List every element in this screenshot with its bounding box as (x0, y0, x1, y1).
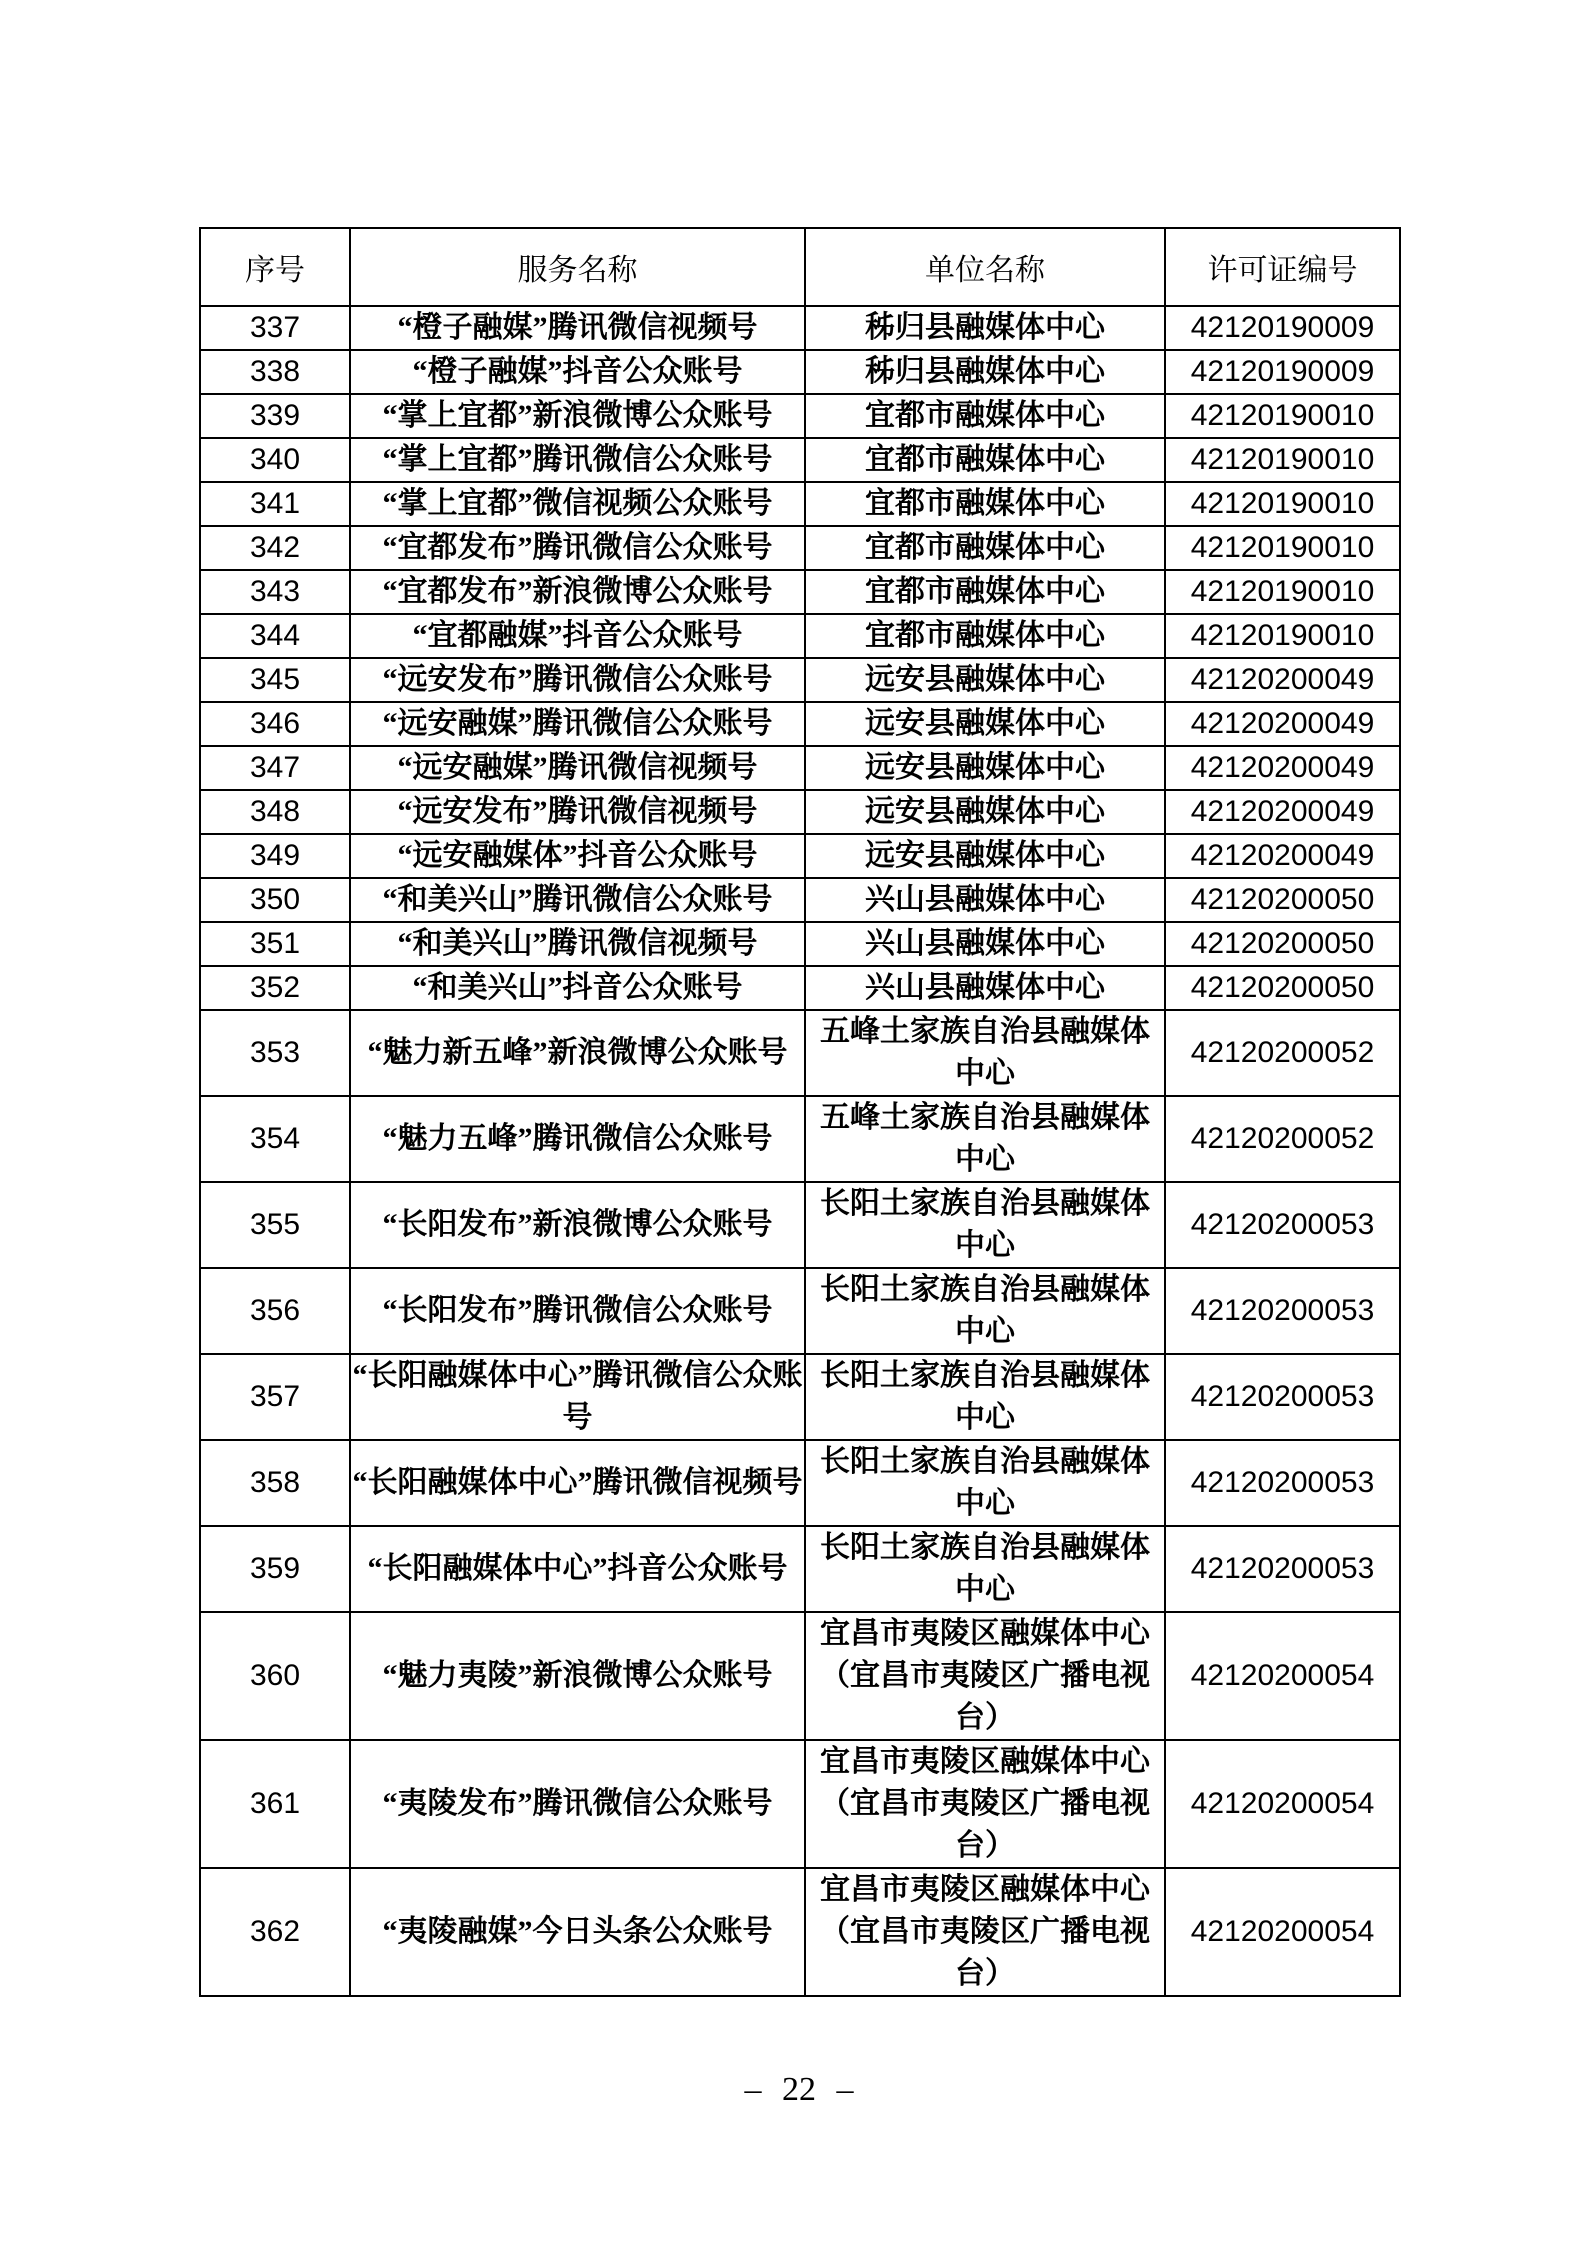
table-row (200, 1010, 1400, 1096)
cell-serial-number: 348 (200, 790, 350, 834)
cell-license-number: 42120200053 (1165, 1354, 1400, 1440)
cell-license-number: 42120190010 (1165, 526, 1400, 570)
cell-unit-name: 长阳土家族自治县融媒体中心 (805, 1268, 1165, 1354)
cell-license-number: 42120200053 (1165, 1268, 1400, 1354)
table-row (200, 922, 1400, 966)
cell-serial-number: 362 (200, 1868, 350, 1996)
col-header-unit: 单位名称 (805, 228, 1165, 306)
cell-license-number: 42120200050 (1165, 966, 1400, 1010)
cell-service-name: “和美兴山”腾讯微信公众账号 (350, 878, 805, 922)
cell-unit-name: 长阳土家族自治县融媒体中心 (805, 1526, 1165, 1612)
cell-service-name: “远安发布”腾讯微信公众账号 (350, 658, 805, 702)
cell-unit-name: 五峰土家族自治县融媒体中心 (805, 1010, 1165, 1096)
cell-serial-number: 337 (200, 306, 350, 350)
cell-unit-name: 远安县融媒体中心 (805, 790, 1165, 834)
cell-license-number: 42120200049 (1165, 746, 1400, 790)
cell-license-number: 42120190010 (1165, 614, 1400, 658)
cell-unit-name: 宜都市融媒体中心 (805, 482, 1165, 526)
cell-license-number: 42120190009 (1165, 306, 1400, 350)
table-row (200, 966, 1400, 1010)
cell-serial-number: 353 (200, 1010, 350, 1096)
cell-license-number: 42120200054 (1165, 1740, 1400, 1868)
cell-license-number: 42120200052 (1165, 1010, 1400, 1096)
cell-unit-name: 宜都市融媒体中心 (805, 614, 1165, 658)
cell-unit-name: 长阳土家族自治县融媒体中心 (805, 1440, 1165, 1526)
cell-service-name: “宜都融媒”抖音公众账号 (350, 614, 805, 658)
cell-service-name: “魅力夷陵”新浪微博公众账号 (350, 1612, 805, 1740)
cell-unit-name: 秭归县融媒体中心 (805, 306, 1165, 350)
cell-unit-name: 宜都市融媒体中心 (805, 394, 1165, 438)
cell-unit-name: 五峰土家族自治县融媒体中心 (805, 1096, 1165, 1182)
cell-unit-name: 兴山县融媒体中心 (805, 922, 1165, 966)
cell-service-name: “长阳发布”新浪微博公众账号 (350, 1182, 805, 1268)
cell-service-name: “夷陵融媒”今日头条公众账号 (350, 1868, 805, 1996)
cell-unit-name: 远安县融媒体中心 (805, 658, 1165, 702)
cell-serial-number: 361 (200, 1740, 350, 1868)
table-row (200, 1096, 1400, 1182)
cell-unit-name: 宜昌市夷陵区融媒体中心（宜昌市夷陵区广播电视台） (805, 1868, 1165, 1996)
cell-service-name: “掌上宜都”微信视频公众账号 (350, 482, 805, 526)
cell-serial-number: 340 (200, 438, 350, 482)
cell-unit-name: 远安县融媒体中心 (805, 834, 1165, 878)
table-row (200, 438, 1400, 482)
cell-license-number: 42120190010 (1165, 394, 1400, 438)
cell-service-name: “掌上宜都”腾讯微信公众账号 (350, 438, 805, 482)
cell-service-name: “远安融媒体”抖音公众账号 (350, 834, 805, 878)
cell-license-number: 42120190010 (1165, 482, 1400, 526)
table-row (200, 658, 1400, 702)
table-row (200, 834, 1400, 878)
page-number: – 22 – (744, 2071, 854, 2108)
cell-serial-number: 346 (200, 702, 350, 746)
table-row (200, 394, 1400, 438)
table-row (200, 1354, 1400, 1440)
cell-service-name: “魅力五峰”腾讯微信公众账号 (350, 1096, 805, 1182)
cell-serial-number: 359 (200, 1526, 350, 1612)
cell-license-number: 42120200052 (1165, 1096, 1400, 1182)
cell-serial-number: 347 (200, 746, 350, 790)
cell-unit-name: 远安县融媒体中心 (805, 746, 1165, 790)
cell-serial-number: 339 (200, 394, 350, 438)
cell-license-number: 42120200050 (1165, 922, 1400, 966)
cell-service-name: “远安发布”腾讯微信视频号 (350, 790, 805, 834)
cell-license-number: 42120200049 (1165, 834, 1400, 878)
cell-serial-number: 351 (200, 922, 350, 966)
cell-unit-name: 宜昌市夷陵区融媒体中心（宜昌市夷陵区广播电视台） (805, 1740, 1165, 1868)
cell-license-number: 42120200053 (1165, 1526, 1400, 1612)
cell-unit-name: 宜都市融媒体中心 (805, 570, 1165, 614)
cell-serial-number: 354 (200, 1096, 350, 1182)
cell-serial-number: 356 (200, 1268, 350, 1354)
table-row (200, 306, 1400, 350)
cell-unit-name: 秭归县融媒体中心 (805, 350, 1165, 394)
cell-unit-name: 宜都市融媒体中心 (805, 438, 1165, 482)
cell-serial-number: 360 (200, 1612, 350, 1740)
license-table (199, 227, 1401, 1997)
cell-unit-name: 兴山县融媒体中心 (805, 966, 1165, 1010)
table-row (200, 350, 1400, 394)
cell-serial-number: 342 (200, 526, 350, 570)
cell-service-name: “夷陵发布”腾讯微信公众账号 (350, 1740, 805, 1868)
cell-service-name: “长阳发布”腾讯微信公众账号 (350, 1268, 805, 1354)
cell-serial-number: 355 (200, 1182, 350, 1268)
cell-license-number: 42120200050 (1165, 878, 1400, 922)
col-header-service: 服务名称 (350, 228, 805, 306)
table-row (200, 1612, 1400, 1740)
cell-service-name: “橙子融媒”抖音公众账号 (350, 350, 805, 394)
cell-serial-number: 352 (200, 966, 350, 1010)
cell-service-name: “橙子融媒”腾讯微信视频号 (350, 306, 805, 350)
table-row (200, 1526, 1400, 1612)
col-header-serial: 序号 (200, 228, 350, 306)
table-row (200, 570, 1400, 614)
cell-unit-name: 长阳土家族自治县融媒体中心 (805, 1182, 1165, 1268)
cell-license-number: 42120200049 (1165, 702, 1400, 746)
cell-serial-number: 338 (200, 350, 350, 394)
cell-serial-number: 345 (200, 658, 350, 702)
cell-unit-name: 兴山县融媒体中心 (805, 878, 1165, 922)
cell-serial-number: 344 (200, 614, 350, 658)
table-row (200, 878, 1400, 922)
cell-license-number: 42120200049 (1165, 790, 1400, 834)
cell-serial-number: 357 (200, 1354, 350, 1440)
table-header (200, 228, 1400, 306)
table-row (200, 790, 1400, 834)
col-header-license: 许可证编号 (1165, 228, 1400, 306)
cell-unit-name: 远安县融媒体中心 (805, 702, 1165, 746)
cell-serial-number: 343 (200, 570, 350, 614)
cell-unit-name: 宜昌市夷陵区融媒体中心（宜昌市夷陵区广播电视台） (805, 1612, 1165, 1740)
table-row (200, 1740, 1400, 1868)
cell-service-name: “长阳融媒体中心”腾讯微信公众账号 (350, 1354, 805, 1440)
cell-serial-number: 349 (200, 834, 350, 878)
table-row (200, 1182, 1400, 1268)
cell-service-name: “魅力新五峰”新浪微博公众账号 (350, 1010, 805, 1096)
cell-service-name: “和美兴山”抖音公众账号 (350, 966, 805, 1010)
cell-service-name: “和美兴山”腾讯微信视频号 (350, 922, 805, 966)
cell-service-name: “宜都发布”腾讯微信公众账号 (350, 526, 805, 570)
table-body (200, 306, 1400, 1996)
table-row (200, 526, 1400, 570)
cell-license-number: 42120200049 (1165, 658, 1400, 702)
header-row (200, 228, 1400, 306)
cell-service-name: “长阳融媒体中心”腾讯微信视频号 (350, 1440, 805, 1526)
cell-service-name: “远安融媒”腾讯微信公众账号 (350, 702, 805, 746)
cell-service-name: “长阳融媒体中心”抖音公众账号 (350, 1526, 805, 1612)
cell-unit-name: 宜都市融媒体中心 (805, 526, 1165, 570)
cell-service-name: “掌上宜都”新浪微博公众账号 (350, 394, 805, 438)
table-row (200, 1440, 1400, 1526)
cell-license-number: 42120200053 (1165, 1182, 1400, 1268)
cell-license-number: 42120190010 (1165, 438, 1400, 482)
cell-service-name: “宜都发布”新浪微博公众账号 (350, 570, 805, 614)
cell-license-number: 42120190009 (1165, 350, 1400, 394)
table-row (200, 746, 1400, 790)
cell-license-number: 42120200054 (1165, 1868, 1400, 1996)
cell-license-number: 42120190010 (1165, 570, 1400, 614)
cell-service-name: “远安融媒”腾讯微信视频号 (350, 746, 805, 790)
cell-unit-name: 长阳土家族自治县融媒体中心 (805, 1354, 1165, 1440)
table-row (200, 702, 1400, 746)
table-row (200, 614, 1400, 658)
cell-serial-number: 341 (200, 482, 350, 526)
cell-serial-number: 350 (200, 878, 350, 922)
table-row (200, 482, 1400, 526)
table-row (200, 1268, 1400, 1354)
cell-serial-number: 358 (200, 1440, 350, 1526)
cell-license-number: 42120200053 (1165, 1440, 1400, 1526)
cell-license-number: 42120200054 (1165, 1612, 1400, 1740)
table-row (200, 1868, 1400, 1996)
